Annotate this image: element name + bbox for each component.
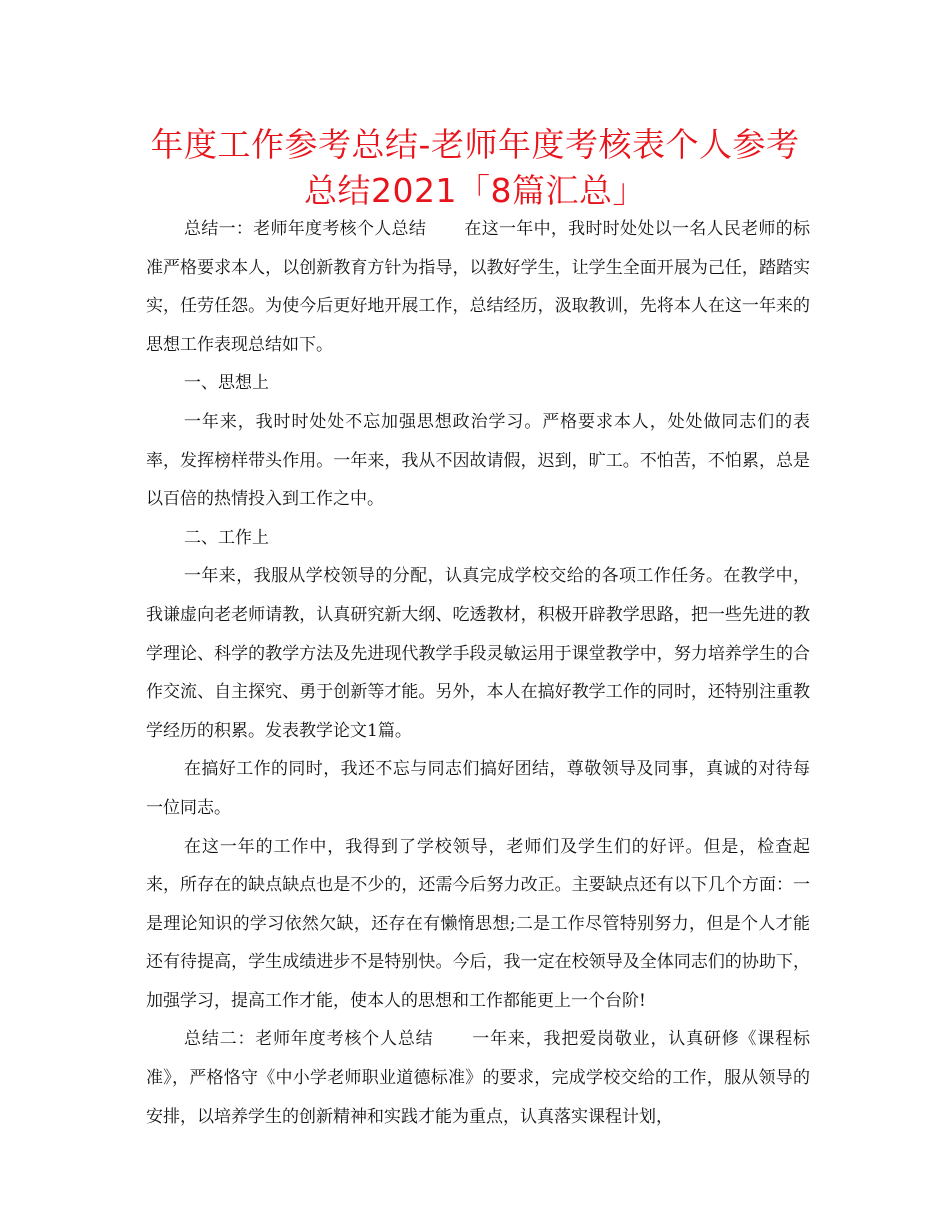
section-lead: 总结二：老师年度考核个人总结 (184, 1029, 434, 1050)
section-heading-thought: 一、思想上 (184, 373, 269, 394)
paragraph-5: 一年来，我服从学校领导的分配，认真完成学校交给的各项工作任务。在教学中，我谦虚向老老师请教，认真研究新大纲、吃透教材，积极开辟教学思路，把一些先进的教学理论、科学的教学方法及先进现代教学手段灵敏运用于课堂教学中，努力培养学生的合作交流、自主探究、勇于创新等才能。另外，本人在搞好教学工作的同时，还特别注重教学经历的积累。发表教学论文1篇。 (146, 566, 810, 741)
section-heading-work: 二、工作上 (184, 527, 269, 548)
paragraph-6: 在搞好工作的同时，我还不忘与同志们搞好团结，尊敬领导及同事，真诚的对待每一位同志。 (146, 759, 810, 818)
paragraph-3: 一年来，我时时处处不忘加强思想政治学习。严格要求本人，处处做同志们的表率，发挥榜样带头作用。一年来，我从不因故请假，迟到，旷工。不怕苦，不怕累，总是以百倍的热情投入到工作之中。 (146, 411, 810, 510)
paragraph-8 (146, 1020, 810, 1136)
paragraph-text: 在这一年中，我时时处处以一名人民老师的标准严格要求本人，以创新教育方针为指导，以教好学生，让学生全面开展为己任，踏踏实实，任劳任怨。为使今后更好地开展工作，总结经历，汲取教训，先将本人在这一年来的思想工作表现总结如下。 (146, 219, 811, 355)
document-body (146, 210, 810, 1136)
paragraph-7: 在这一年的工作中，我得到了学校领导，老师们及学生们的好评。但是，检查起来，所存在的缺点缺点也是不少的，还需今后努力改正。主要缺点还有以下几个方面：一是理论知识的学习依然欠缺，还存在有懒惰思想;二是工作尽管特别努力，但是个人才能还有待提高，学生成绩进步不是特别快。今后，我一定在校领导及全体同志们的协助下，加强学习，提高工作才能，使本人的思想和工作都能更上一个台阶! (146, 836, 810, 1011)
section-lead: 总结一：老师年度考核个人总结 (184, 219, 427, 239)
document-title: 年度工作参考总结-老师年度考核表个人参考总结2021「8篇汇总」 (150, 125, 800, 210)
paragraph-1 (146, 210, 810, 364)
paragraph-text: 一年来，我把爱岗敬业，认真研修《课程标准》，严格恪守《中小学老师职业道德标准》的要求，完成学校交给的工作，服从领导的安排，以培养学生的创新精神和实践才能为重点，认真落实课程计划， (146, 1029, 811, 1127)
